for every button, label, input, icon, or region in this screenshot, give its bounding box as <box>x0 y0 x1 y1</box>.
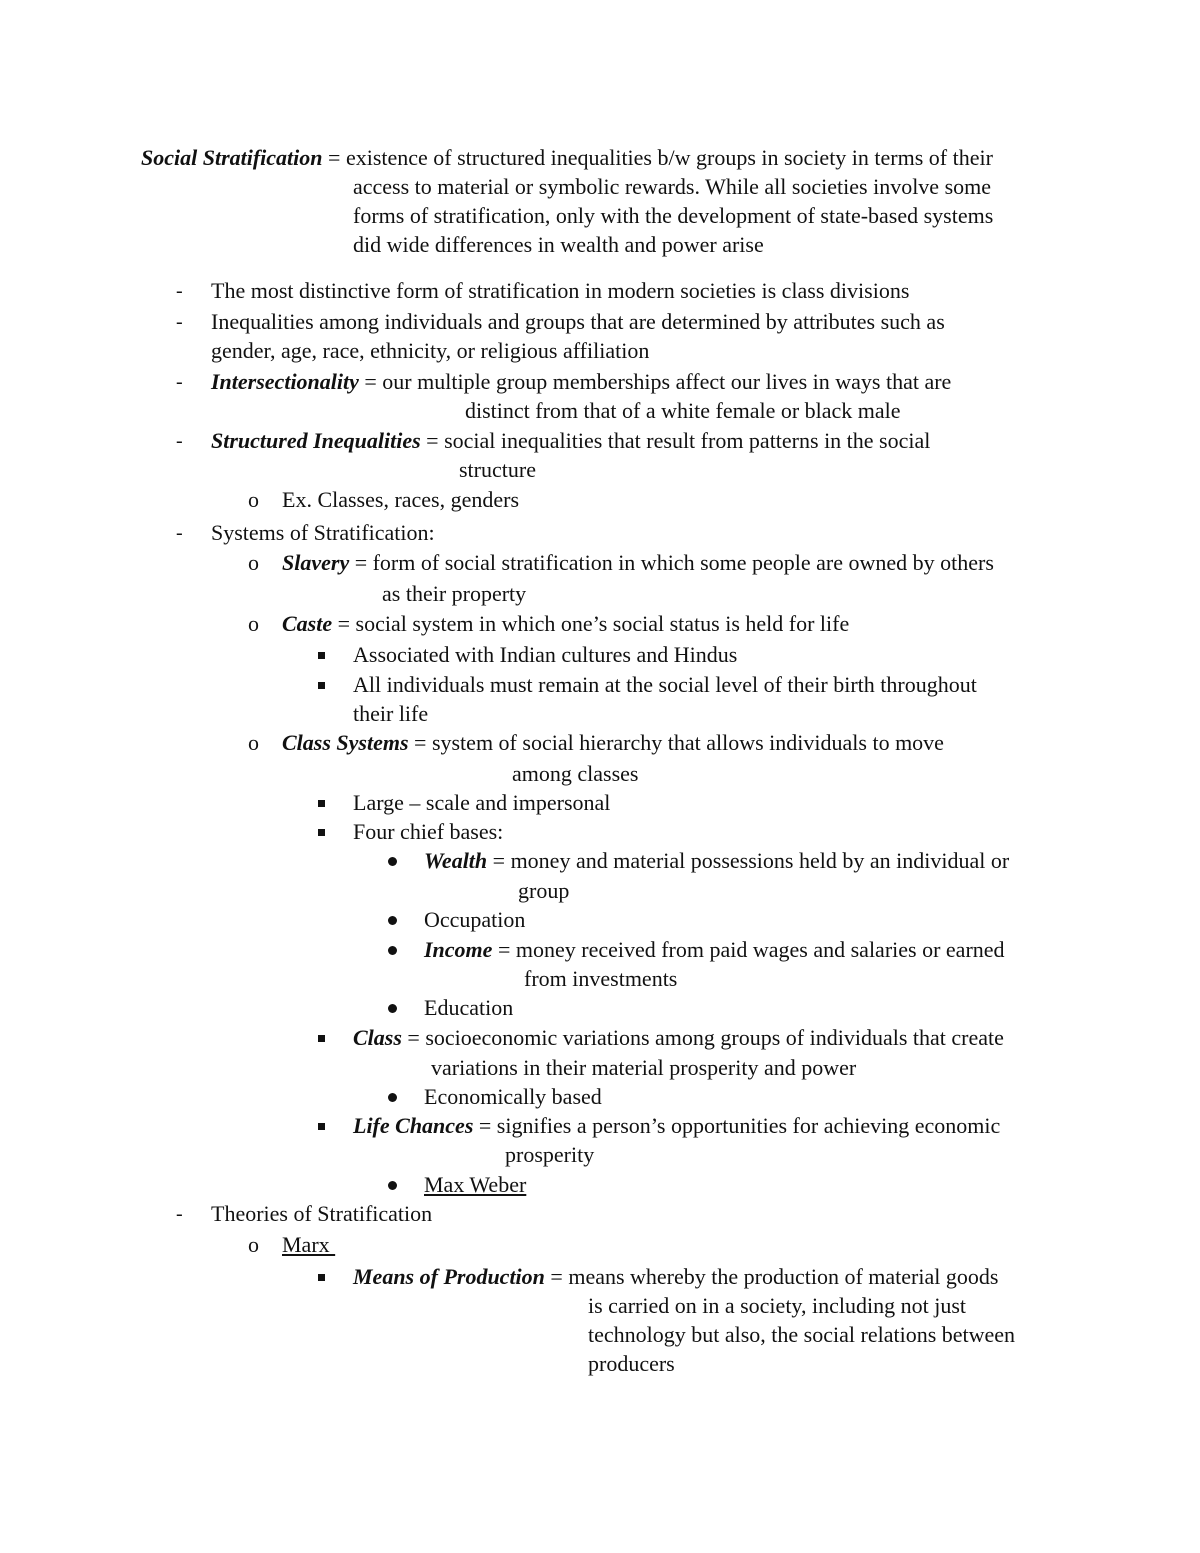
dash-bullet: - <box>176 280 183 302</box>
square-bullet <box>318 682 325 689</box>
list-item-occupation: Occupation <box>424 907 526 932</box>
list-item-inequalities: Inequalities among individuals and groups that are determined by attributes such as <box>211 309 945 334</box>
list-item-inequalities-cont: gender, age, race, ethnicity, or religious affiliation <box>211 338 650 363</box>
list-item-income <box>424 937 1005 963</box>
dot-bullet <box>388 1093 397 1102</box>
definition-text: forms of stratification, only with the development of state-based systems <box>353 203 994 228</box>
dash-bullet: - <box>176 522 183 544</box>
list-item-wealth <box>424 848 1009 874</box>
definition-text: = system of social hierarchy that allows individuals to move <box>408 730 944 755</box>
list-item-max-weber: Max Weber <box>424 1172 527 1197</box>
square-bullet <box>318 829 325 836</box>
list-item-class <box>353 1025 1004 1051</box>
list-item-caste-detail: Associated with Indian cultures and Hindus <box>353 642 738 667</box>
term-social-stratification: Social Stratification <box>141 145 323 170</box>
list-item-economically-based: Economically based <box>424 1084 602 1109</box>
list-item-life-chances <box>353 1113 1000 1139</box>
list-item-structured-inequalities <box>211 428 930 454</box>
term-caste: Caste <box>282 611 333 636</box>
dot-bullet <box>388 916 397 925</box>
circle-bullet: o <box>248 611 259 636</box>
dot-bullet <box>388 946 397 955</box>
definition-text: access to material or symbolic rewards. While all societies involve some <box>353 174 992 199</box>
list-item-caste-detail: All individuals must remain at the social level of their birth throughout <box>353 672 977 697</box>
definition-text: = money and material possessions held by an individual or <box>487 848 1010 873</box>
definition-text: as their property <box>382 581 527 606</box>
term-slavery: Slavery <box>282 550 350 575</box>
definition-text: producers <box>588 1351 675 1376</box>
definition-text: technology but also, the social relations between <box>588 1322 1016 1347</box>
definition-text: = means whereby the production of material goods <box>544 1264 999 1289</box>
term-income: Income <box>424 937 493 962</box>
square-bullet <box>318 652 325 659</box>
dot-bullet <box>388 1181 397 1190</box>
definition-text: = our multiple group memberships affect our lives in ways that are <box>358 369 952 394</box>
definition-text: group <box>518 878 570 903</box>
definition-social-stratification <box>141 145 993 171</box>
definition-text: did wide differences in wealth and power arise <box>353 232 764 257</box>
square-bullet <box>318 800 325 807</box>
definition-text: prosperity <box>505 1142 595 1167</box>
term-structured-inequalities: Structured Inequalities <box>211 428 421 453</box>
definition-text: variations in their material prosperity and power <box>431 1055 857 1080</box>
term-wealth: Wealth <box>424 848 488 873</box>
dash-bullet: - <box>176 371 183 393</box>
square-bullet <box>318 1035 325 1042</box>
dot-bullet <box>388 1004 397 1013</box>
list-item-intersectionality <box>211 369 951 395</box>
list-item-slavery <box>282 550 994 576</box>
definition-text: = social inequalities that result from patterns in the social <box>420 428 931 453</box>
circle-bullet: o <box>248 730 259 755</box>
list-item-large-scale: Large – scale and impersonal <box>353 790 611 815</box>
dash-bullet: - <box>176 311 183 333</box>
definition-text: is carried on in a society, including not just <box>588 1293 966 1318</box>
list-item-caste <box>282 611 849 637</box>
term-life-chances: Life Chances <box>353 1113 474 1138</box>
term-class-systems: Class Systems <box>282 730 409 755</box>
definition-text: = form of social stratification in which some people are owned by others <box>349 550 994 575</box>
definition-text: distinct from that of a white female or black male <box>465 398 901 423</box>
definition-text: = socioeconomic variations among groups of individuals that create <box>401 1025 1004 1050</box>
list-item-means-of-production <box>353 1264 998 1290</box>
list-item-class-systems <box>282 730 944 756</box>
list-item-education: Education <box>424 995 514 1020</box>
list-item-caste-detail-cont: their life <box>353 701 429 726</box>
circle-bullet: o <box>248 1232 259 1257</box>
square-bullet <box>318 1274 325 1281</box>
list-item-four-bases: Four chief bases: <box>353 819 504 844</box>
circle-bullet: o <box>248 550 259 575</box>
list-item-distinctive: The most distinctive form of stratification in modern societies is class divisions <box>211 278 910 303</box>
dash-bullet: - <box>176 1203 183 1225</box>
definition-text: from investments <box>524 966 678 991</box>
square-bullet <box>318 1123 325 1130</box>
term-class: Class <box>353 1025 402 1050</box>
section-systems-of-stratification: Systems of Stratification: <box>211 520 435 545</box>
definition-text: = existence of structured inequalities b/w groups in society in terms of their <box>322 145 993 170</box>
list-item-marx: Marx <box>282 1232 336 1257</box>
circle-bullet: o <box>248 487 259 512</box>
definition-text: among classes <box>512 761 639 786</box>
term-means-of-production: Means of Production <box>353 1264 545 1289</box>
dot-bullet <box>388 857 397 866</box>
list-item-example: Ex. Classes, races, genders <box>282 487 520 512</box>
definition-text: = money received from paid wages and salaries or earned <box>492 937 1005 962</box>
dash-bullet: - <box>176 430 183 452</box>
definition-text: = signifies a person’s opportunities for achieving economic <box>473 1113 1001 1138</box>
term-intersectionality: Intersectionality <box>211 369 359 394</box>
definition-text: structure <box>459 457 536 482</box>
section-theories-of-stratification: Theories of Stratification <box>211 1201 433 1226</box>
definition-text: = social system in which one’s social status is held for life <box>332 611 850 636</box>
